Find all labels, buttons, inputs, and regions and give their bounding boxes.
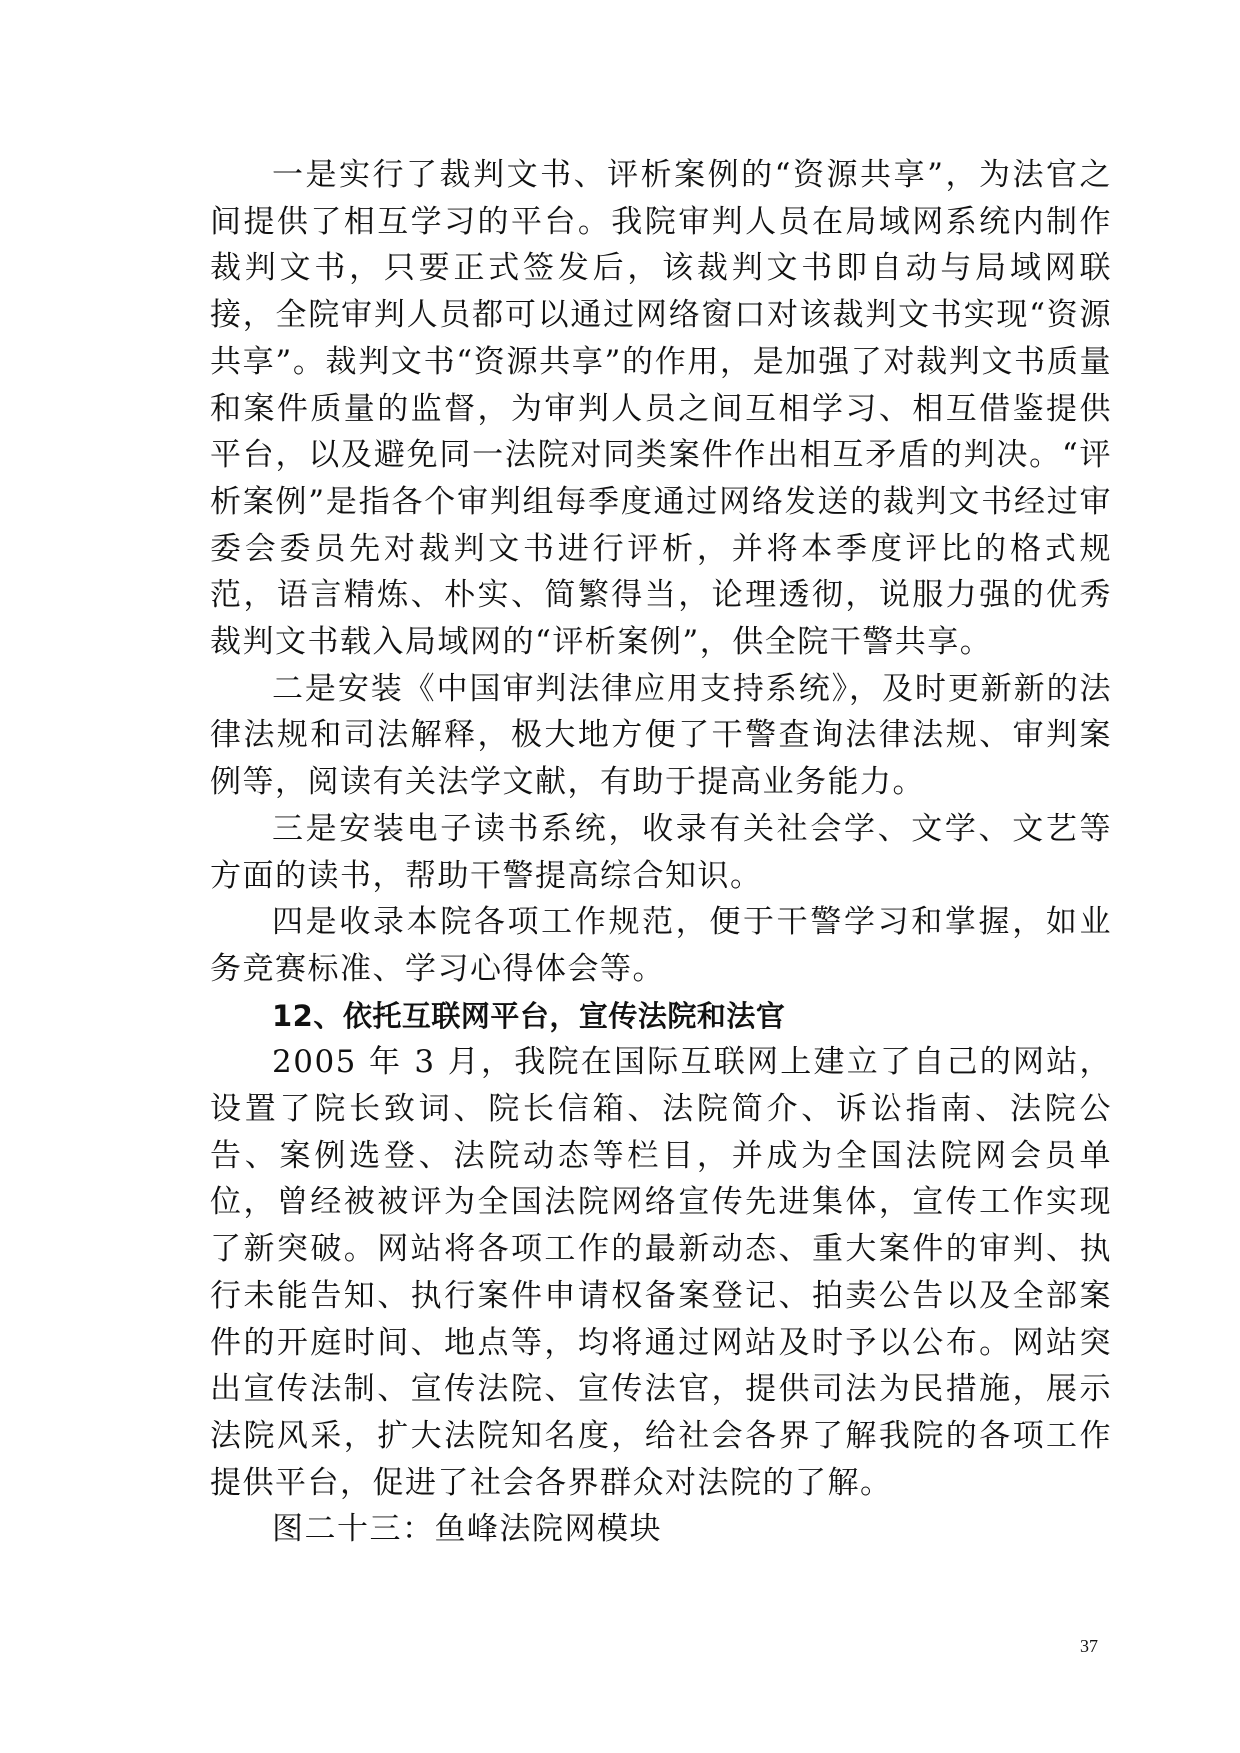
paragraph-resource-sharing: 一是实行了裁判文书、评析案例的“资源共享”，为法官之间提供了相互学习的平台。我院审判人员在局域网系统内制作裁判文书，只要正式签发后，该裁判文书即自动与局域网联接，全院审判人员都可以通过网络窗口对该裁判文书实现“资源共享”。裁判文书“资源共享”的作用，是加强了对裁判文书质量和案件质量的监督，为审判人员之间互相学习、相互借鉴提供平台，以及避免同一法院对同类案件作出相互矛盾的判决。“评析案例”是指各个审判组每季度通过网络发送的裁判文书经过审委会委员先对裁判文书进行评析，并将本季度评比的格式规范，语言精炼、朴实、简繁得当，论理透彻，说服力强的优秀裁判文书载入局域网的“评析案例”，供全院干警共享。 — [210, 157, 1112, 661]
paragraph-e-reading: 三是安装电子读书系统，收录有关社会学、文学、文艺等方面的读书，帮助干警提高综合知识。 — [210, 810, 1112, 894]
section-heading: 12、依托互联网平台，宣传法院和法官 — [272, 998, 786, 1033]
page-number: 37 — [1080, 1636, 1098, 1656]
paragraph-work-standards: 四是收录本院各项工作规范，便于干警学习和掌握，如业务竞赛标准、学习心得体会等。 — [210, 904, 1112, 987]
paragraph-website: 2005 年 3 月，我院在国际互联网上建立了自己的网站，设置了院长致词、院长信箱、法院简介、诉讼指南、法院公告、案例选登、法院动态等栏目，并成为全国法院网会员单位，曾经被被评为全国法院网络宣传先进集体，宣传工作实现了新突破。网站将各项工作的最新动态、重大案件的审判、执行未能告知、执行案件申请权备案登记、拍卖公告以及全部案件的开庭时间、地点等，均将通过网站及时予以公布。网站突出宣传法制、宣传法院、宣传法官，提供司法为民措施，展示法院风采，扩大法院知名度，给社会各界了解我院的各项工作提供平台，促进了社会各界群众对法院的了解。 — [210, 1044, 1112, 1501]
figure-caption: 图二十三：鱼峰法院网模块 — [272, 1511, 662, 1548]
paragraph-legal-system: 二是安装《中国审判法律应用支持系统》，及时更新新的法律法规和司法解释，极大地方便了干警查询法律法规、审判案例等，阅读有关法学文献，有助于提高业务能力。 — [210, 670, 1112, 801]
body-text — [210, 152, 1112, 1553]
